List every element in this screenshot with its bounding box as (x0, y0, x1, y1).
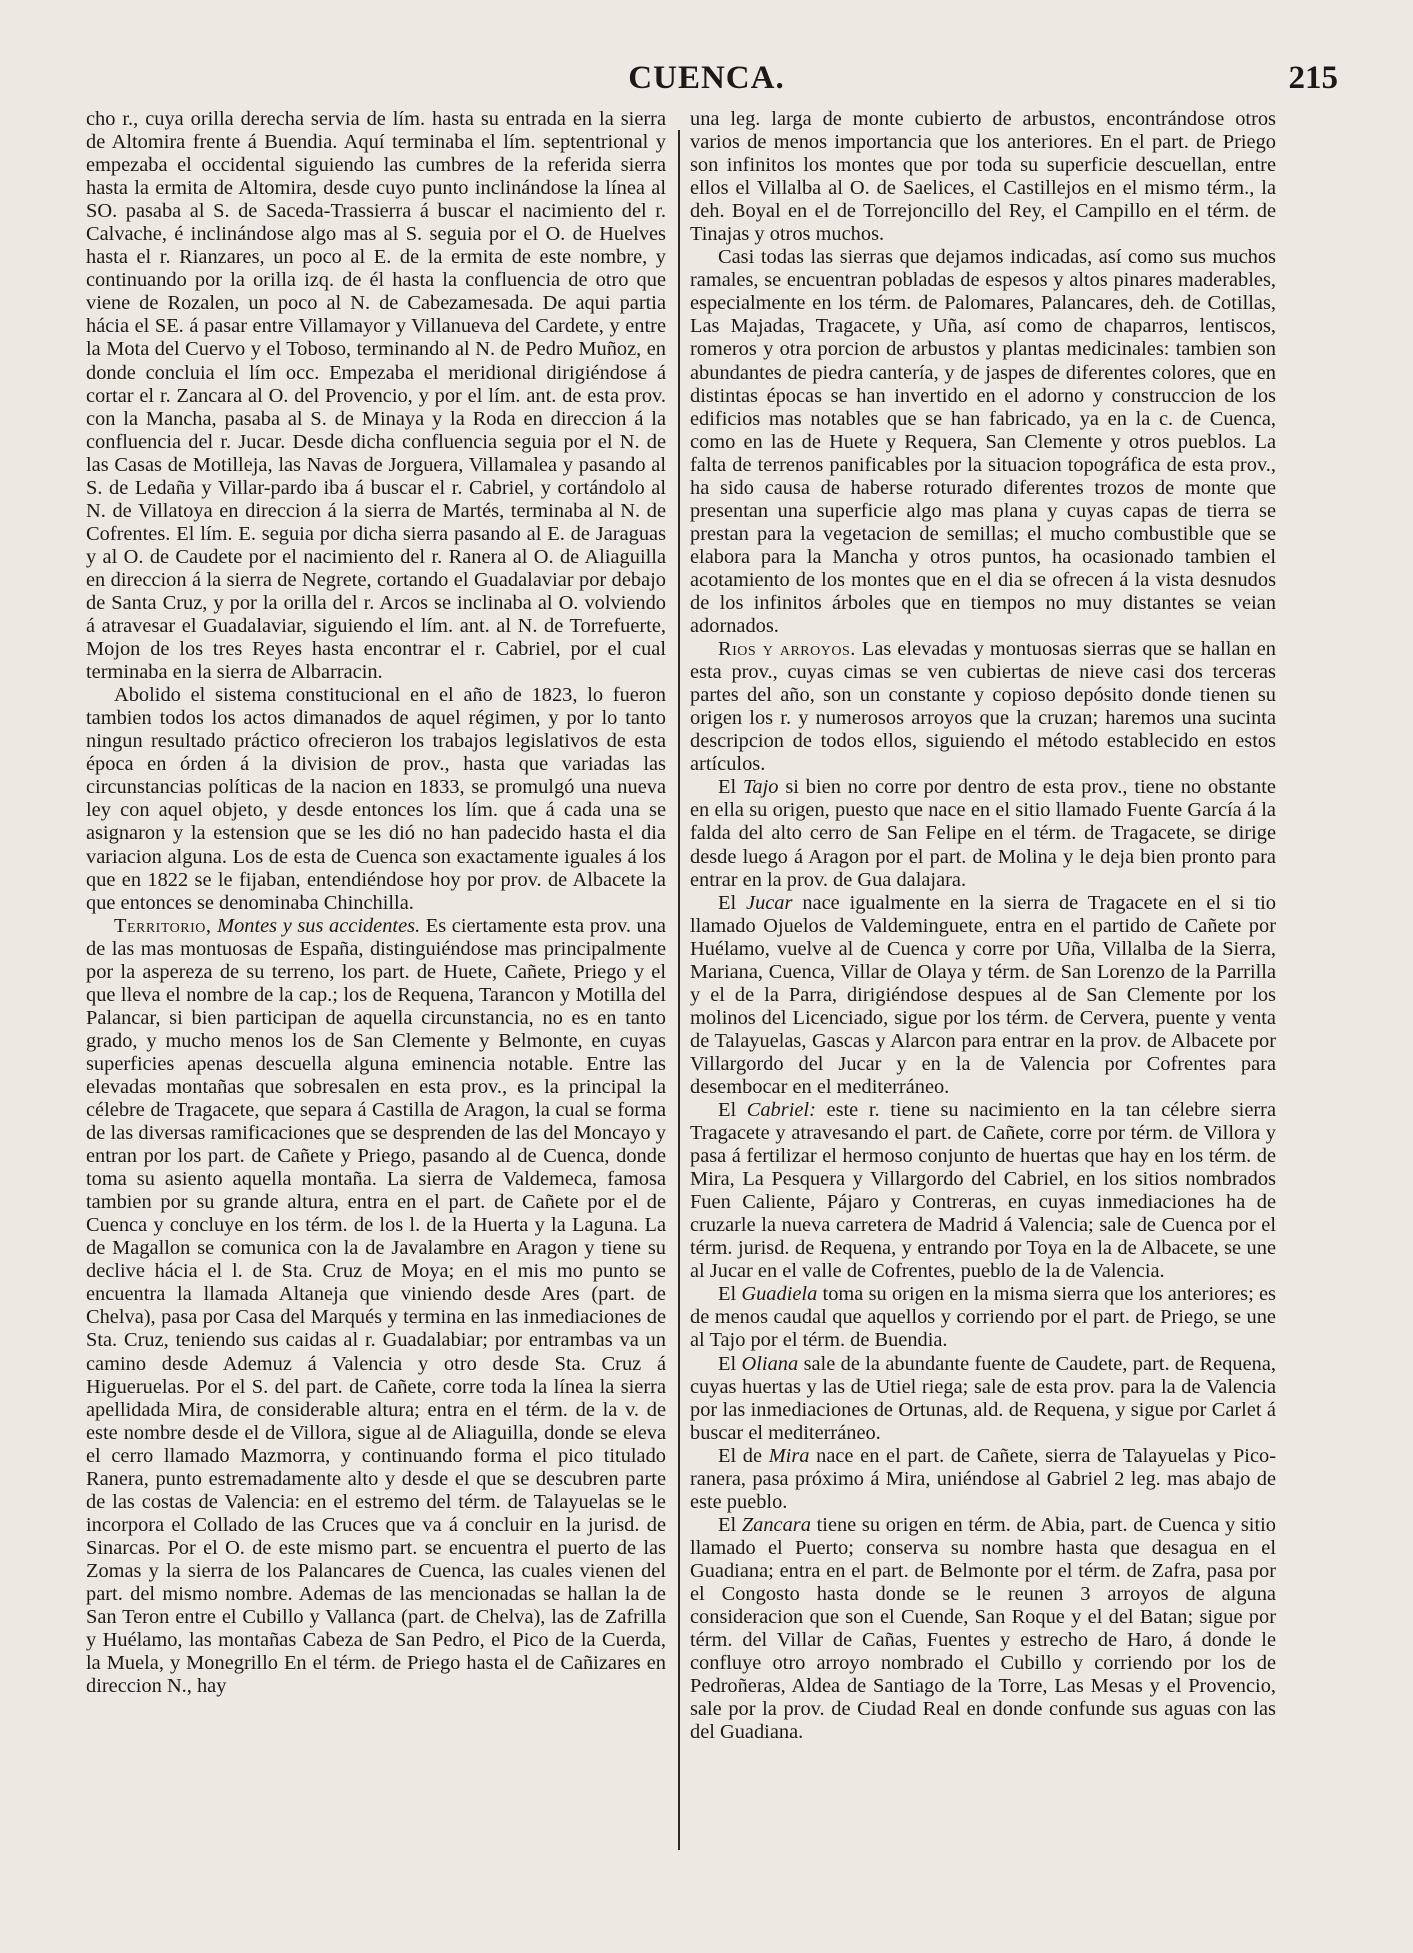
paragraph-cabriel-text: este r. tiene su nacimiento en la tan célebre sierra Tragacete y atravesando el part. de Cañete, corre por térm. de Villora y pasa á fertilizar el hermoso conjunto de huertas que hay en los térm. de Mira, La Pesquera y Villargordo del Cabriel, en los sitios nombrados Fuen Caliente, Pájaro y Contreras, en cuyas inmediaciones ha de cruzarle la nueva carretera de Madrid á Valencia; sale de Cuenca por el térm. jurisd. de Requena, y entrando por Toya en la de Albacete, se une al Jucar en el valle de Cofrentes, pueblo de la de Valencia. (690, 1099, 1276, 1283)
right-column (690, 108, 1276, 1744)
section-heading-rios: Rios y arroyos. (718, 638, 856, 661)
paragraph-constitutional-system: Abolido el sistema constitucional en el año de 1823, lo fueron tambien todos los actos dimanados de aquel régimen, y por lo tanto ningun resultado práctico ofrecieron los trabajos legislativos de esta época en órden á la division de prov., hasta que variadas las circunstancias políticas de la nacion en 1833, se promulgó una nueva ley con aquel objeto, y desde entonces los lím. que á cada una se asignaron y la estension que se les dió no han padecido hasta el dia variacion alguna. Los de esta de Cuenca son exactamente iguales á los que en 1822 se le fijaban, entendiéndose hoy por prov. de Albacete la que entonces se denominaba Chinchilla. (86, 684, 666, 914)
paragraph-oliana-text: sale de la abundante fuente de Caudete, part. de Requena, cuyas huertas y las de Utiel riega; sale de esta prov. para la de Valencia por las inmediaciones de Ortunas, ald. de Requena, y sigue por Carlet á buscar el mediterráneo. (690, 1352, 1276, 1444)
paragraph-zancara-text: tiene su origen en térm. de Abia, part. de Cuenca y sitio llamado el Puerto; conserva su nombre hasta que desagua en el Guadiana; entra en el part. de Belmonte por el térm. de Zafra, pasa por el Congosto hasta donde se le reunen 3 arroyos de alguna consideracion que son el Cuende, San Roque y el del Batan; sigue por térm. del Villar de Cañas, Fuentes y estrecho de Haro, á donde le confluye otro arroyo nombrado el Cubillo y corriendo por los de Pedroñeras, Aldea de Santiago de la Torre, Las Mesas y el Provencio, sale por la prov. de Ciudad Real en donde confunde sus aguas con las del Guadiana. (690, 1513, 1276, 1744)
paragraph-oliana (690, 1353, 1276, 1445)
page-number: 215 (1288, 60, 1338, 96)
river-intro: El (718, 1283, 737, 1306)
paragraph-territory (86, 915, 666, 1699)
paragraph-sierras-vegetation: Casi todas las sierras que dejamos indicadas, así como sus muchos ramales, se encuentran pobladas de espesos y altos pinares maderables, especialmente en los térm. de Palomares, Palancares, deh. de Cotillas, Las Majadas, Tragacete, y Uña, así como de chaparros, lentiscos, romeros y otra porcion de arbustos y plantas medicinales: tambien son abundantes de piedra cantería, y de jaspes de diferentes colores, que en distintas épocas se han invertido en el adorno y construccion de los edificios mas notables que se han fabricado, ya en la c. de Cuenca, como en las de Huete y Requera, San Clemente y otros pueblos. La falta de terrenos panificables por la situacion topográfica de esta prov., ha sido causa de haberse roturado diferentes trozos de monte que presentan una superficie algo mas plana y cuyas capas de tierra se prestan para la vegetacion de semillas; el mucho combustible que se elabora para la Mancha y otros puntos, ha ocasionado tambien el acotamiento de los montes que en el dia se ofrecen á la vista desnudos de los infinitos árboles que en tiempos no muy distantes se veian adornados. (690, 246, 1276, 638)
paragraph-jucar-text: nace igualmente en la sierra de Tragacete en el si tio llamado Ojuelos de Valdeminguete, entra en el partido de Cañete por Huélamo, vuelve al de Cuenca y corre por Uña, Villalba de la Sierra, Mariana, Cuenca, Villar de Olaya y térm. de San Lorenzo de la Parrilla y el de la Parra, dirigiéndose despues al de San Clemente por los molinos del Licenciado, sigue por los térm. de Cervera, puente y venta de Talayuelas, Gascas y Alarcon para entrar en la prov. de Albacete por Villargordo del Jucar y en la de Valencia por Cofrentes para desembocar en el mediterráneo. (690, 891, 1276, 1098)
paragraph-rios-arroyos (690, 638, 1276, 776)
paragraph-limits-continued: cho r., cuya orilla derecha servia de lím. hasta su entrada en la sierra de Altomira frente á Buendia. Aquí terminaba el lím. septentrional y empezaba el occidental siguiendo las cumbres de la referida sierra hasta la ermita de Altomira, desde cuyo punto inclinándose la línea al SO. pasaba al S. de Saceda-Trassierra á buscar el nacimiento del r. Calvache, é inclinándose algo mas al S. seguia por el O. de Huelves hasta el r. Rianzares, un poco al E. de la ermita de este nombre, y continuando por la orilla izq. de él hasta la confluencia de otro que viene de Rozalen, un poco al N. de Cabezamesada. De aqui partia hácia el SE. á pasar entre Villamayor y Villanueva del Cardete, y entre la Mota del Cuervo y el Toboso, terminando al N. de Pedro Muñoz, en donde concluia el lím occ. Empezaba el meridional dirigiéndose á cortar el r. Zancara al O. del Provencio, y por el lím. ant. de esta prov. con la Mancha, pasaba al S. de Minaya y la Roda en direccion á la confluencia del r. Jucar. Desde dicha confluencia seguia por el N. de las Casas de Motilleja, las Navas de Jorguera, Villamalea y pasando al S. de Ledaña y Villar-pardo iba á buscar el r. Cabriel, y cortándolo al N. de Villatoya en direccion á la sierra de Martés, terminaba al N. de Cofrentes. El lím. E. seguia por dicha sierra pasando al E. de Jaraguas y al O. de Caudete por el nacimiento del r. Ranera al O. de Aliaguilla en direccion á la sierra de Negrete, cortando el Guadalaviar por debajo de Santa Cruz, y por la orilla del r. Arcos se inclinaba al O. volviendo á atravesar el Guadalaviar, siguiendo el lím. ant. al N. de Torrefuerte, Mojon de los tres Reyes hasta encontrar el r. Cabriel, por el cual terminaba en la sierra de Albarracin. (86, 108, 666, 684)
river-name-jucar: Jucar (746, 891, 793, 914)
river-intro: El (718, 1099, 737, 1122)
paragraph-jucar (690, 892, 1276, 1099)
river-name-oliana: Oliana (741, 1352, 799, 1375)
river-intro: El (718, 1352, 737, 1375)
river-name-tajo: Tajo (742, 776, 779, 799)
paragraph-mira-text: nace en el part. de Cañete, sierra de Talayuelas y Pico-ranera, pasa próximo á Mira, uniéndose al Gabriel 2 leg. mas abajo de este pueblo. (690, 1444, 1276, 1513)
page-title: CUENCA. (628, 60, 785, 96)
river-name-mira: Mira (768, 1444, 810, 1467)
section-heading-montes: Montes y sus accidentes. (217, 914, 421, 937)
paragraph-cabriel (690, 1099, 1276, 1283)
left-column (86, 108, 666, 1698)
river-name-cabriel: Cabriel: (746, 1099, 816, 1122)
river-intro: El de (718, 1444, 763, 1467)
paragraph-guadiela (690, 1283, 1276, 1352)
river-intro: El (718, 776, 737, 799)
paragraph-mira (690, 1445, 1276, 1514)
river-name-guadiela: Guadiela (741, 1283, 818, 1306)
paragraph-tajo-text: si bien no corre por dentro de esta prov., tiene no obstante en ella su origen, puesto que nace en el sitio llamado Fuente García á la falda del alto cerro de San Felipe en el térm. de Tragacete, se dirige desde luego á Aragon por el part. de Molina y le deja bien pronto para entrar en la prov. de Gua dalajara. (690, 776, 1276, 891)
river-intro: El (718, 891, 737, 914)
paragraph-priego-montes: una leg. larga de monte cubierto de arbustos, encontrándose otros varios de menos importancia que los anteriores. En el part. de Priego son infinitos los montes que por toda su superficie descuellan, entre ellos el Villalba al O. de Saelices, el Castillejos en el mismo térm., la deh. Boyal en el de Torrejoncillo del Rey, el Campillo en el térm. de Tinajas y otros muchos. (690, 108, 1276, 246)
river-name-zancara: Zancara (741, 1513, 811, 1536)
paragraph-rios-text: Las elevadas y montuosas sierras que se hallan en esta prov., cuyas cimas se ven cubiertas de nieve casi dos terceras partes del año, son un constante y copioso depósito donde tienen su origen los r. y numerosos arroyos que la cruzan; haremos una sucinta descripcion de todos ellos, siguiendo el método establecido en estos artículos. (690, 638, 1276, 776)
paragraph-zancara (690, 1514, 1276, 1744)
paragraph-tajo (690, 776, 1276, 891)
paragraph-territory-text: Es ciertamente esta prov. una de las mas montuosas de España, distinguiéndose mas principalmente por la aspereza de su terreno, los part. de Huete, Cañete, Priego y el que lleva el nombre de la cap.; los de Requena, Tarancon y Motilla del Palancar, si bien participan de aquella circunstancia, no es en tanto grado, y mucho menos los de San Clemente y Belmonte, en cuyas superficies apenas descuella alguna eminencia notable. Entre las elevadas montañas que sobresalen en esta prov., es la principal la célebre de Tragacete, que separa á Castilla de Aragon, la cual se forma de las diversas ramificaciones que se desprenden de las del Moncayo y entran por los part. de Cañete y Priego, pasando al de Cuenca, donde toma su asiento aquella montaña. La sierra de Valdemeca, famosa tambien por su grande altura, entra en el part. de Cañete por el de Cuenca y concluye en los térm. de los l. de la Huerta y la Laguna. La de Magallon se comunica con la de Javalambre en Aragon y tiene su declive hácia el l. de Sta. Cruz de Moya; en el mis mo punto se encuentra la llamada Altaneja que viniendo desde Ares (part. de Chelva), pasa por Casa del Marqués y termina en las inmediaciones de Sta. Cruz, teniendo sus caidas al r. Guadalabiar; por entrambas va un camino desde Ademuz á Valencia y otro desde Sta. Cruz á Higueruelas. Por el S. del part. de Cañete, corre toda la línea la sierra apellidada Mira, de considerable altura; entra en el térm. de la v. de este nombre desde el de Villora, sigue al de Aliaguilla, donde se eleva el cerro llamado Mazmorra, y continuando forma el pico titulado Ranera, punto estremadamente alto y desde el que se descubren parte de las costas de Valencia: en el estremo del térm. de Talayuelas se le incorpora el Collado de las Cruces que va á concluir en la jurisd. de Sinarcas. Por el O. de este mismo part. se encuentra el puerto de las Zomas y la sierra de los Palancares de Cuenca, las cuales vienen del part. del mismo nombre. Ademas de las mencionadas se hallan la de San Teron entre el Cubillo y Vallanca (part. de Chelva), las de Zafrilla y Huélamo, las montañas Cabeza de San Pedro, el Pico de la Cuerda, la Muela, y Monegrillo En el térm. de Priego hasta el de Cañizares en direccion N., hay (86, 914, 666, 1698)
running-head (0, 60, 1413, 104)
column-divider (678, 130, 680, 1850)
river-intro: El (718, 1513, 737, 1536)
paragraph-guadiela-text: toma su origen en la misma sierra que los anteriores; es de menos caudal que aquellos y corriendo por el part. de Priego, se une al Tajo por el térm. de Buendia. (690, 1283, 1276, 1352)
section-heading-territorio: Territorio, (114, 914, 212, 937)
